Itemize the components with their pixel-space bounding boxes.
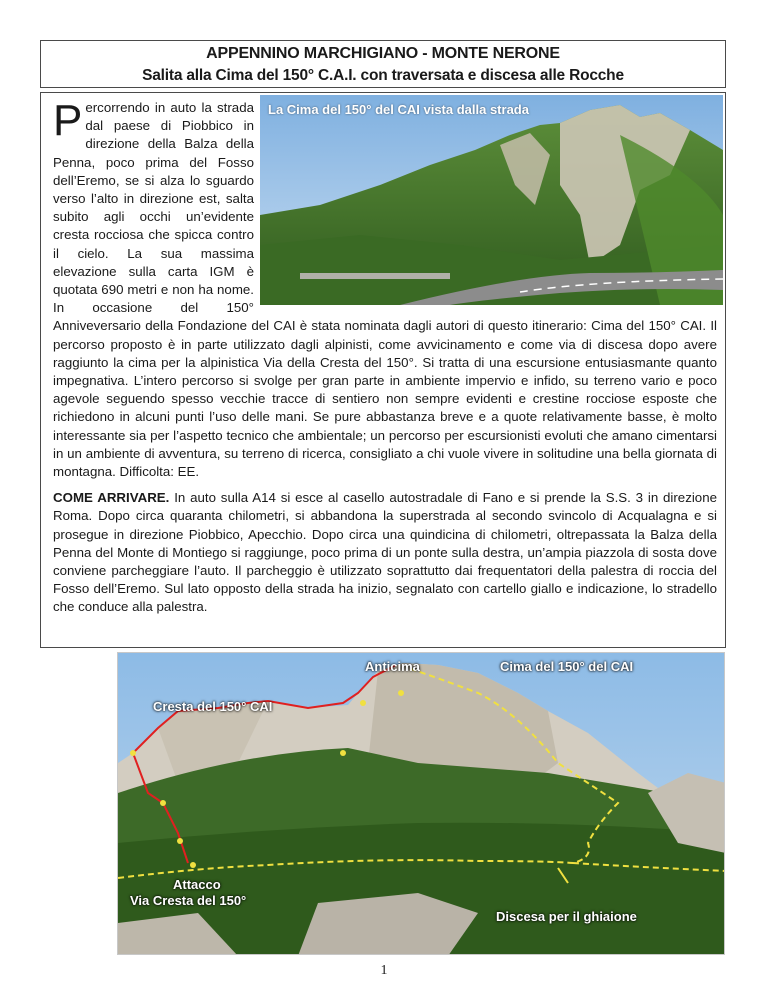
- label-attacco-via: Via Cresta del 150°: [130, 893, 247, 908]
- page-number: 1: [380, 963, 388, 978]
- intro-text: ercorrendo in auto la strada dal paese di Piobbico in direzione della Balza della Penna, poco prima del Fosso dell’Eremo, se si alza lo sguardo verso l’alto in direzione est, salta subito agli occhi un’evidente cresta rocciosa che spicca contro il cielo. La sua massima elevazione sulla carta IGM è quotata 690 metri e non ha nome. In occasione del 150° Anniveversario della Fondazione del CAI è stata nominata dagli autori di questo itinerario: Cima del 150° CAI. Il percorso proposto è in parte utilizzato dagli alpinisti, come avvicinamento e come via di discesa dopo avere raggiunto la cima per la alpinistica Via della Cresta del 150°. Si tratta di una escursione entusiasmante quanto impegnativa. L’intero percorso si svolge per gran parte in ambiente impervio e infido, su terreno vario e poco agevole seguendo spesso vecchie tracce di sentiero non sempre evidenti e crestine rocciose esposte che richiedono in alcuni punti l’uso delle mani. Se pure abbastanza breve e a quote relativamente basse, è molto interessante sia per l’aspetto tecnico che ambientale; un percorso per escursionisti evoluti che amano cimentarsi in un ambiente di avventura, su terreno di ricerca, consigliato a chi vuole vivere in solitudine una bella giornata di montagna. Difficolta: EE.: [53, 100, 717, 480]
- page-title: APPENNINO MARCHIGIANO - MONTE NERONE: [206, 45, 560, 62]
- label-cresta: Cresta del 150° CAI: [153, 699, 273, 714]
- road-view-image: [260, 95, 723, 305]
- title-box: [40, 40, 726, 88]
- come-arrivare-paragraph: [53, 489, 717, 616]
- drop-cap: P: [53, 96, 83, 145]
- label-discesa: Discesa per il ghiaione: [496, 909, 637, 924]
- come-arrivare-heading: COME ARRIVARE.: [53, 490, 170, 506]
- road-view-photo: [260, 95, 723, 305]
- intro-box: [40, 92, 726, 648]
- label-anticima: Anticima: [365, 659, 420, 674]
- route-photo: [117, 652, 725, 955]
- label-attacco: Attacco: [173, 877, 221, 892]
- photo-caption: La Cima del 150° del CAI vista dalla strada: [268, 102, 529, 117]
- page-subtitle: Salita alla Cima del 150° C.A.I. con traversata e discesa alle Rocche: [142, 67, 624, 84]
- label-cima: Cima del 150° del CAI: [500, 659, 634, 674]
- come-arrivare-text: In auto sulla A14 si esce al casello autostradale di Fano e si prende la S.S. 3 in direzione Roma. Dopo circa quaranta chilometri, si abbandona la superstrada al secondo svincolo di Acqualagna e si prosegue in direzione Piobbico, Apecchio. Dopo circa una quindicina di chilometri, oltrepassata la Balza della Penna del Monte di Montiego si raggiunge, poco prima di un ponte sulla destra, un’ampia piazzola di sosta dove conviene parcheggiare l’auto. Il parcheggio è utilizzato soprattutto dai frequentatori della palestra di roccia del Fosso dell’Eremo. Sul lato opposto della strada ha inizio, segnalato con cartello giallo e indicazione, lo stradello che conduce alla palestra.: [53, 490, 717, 615]
